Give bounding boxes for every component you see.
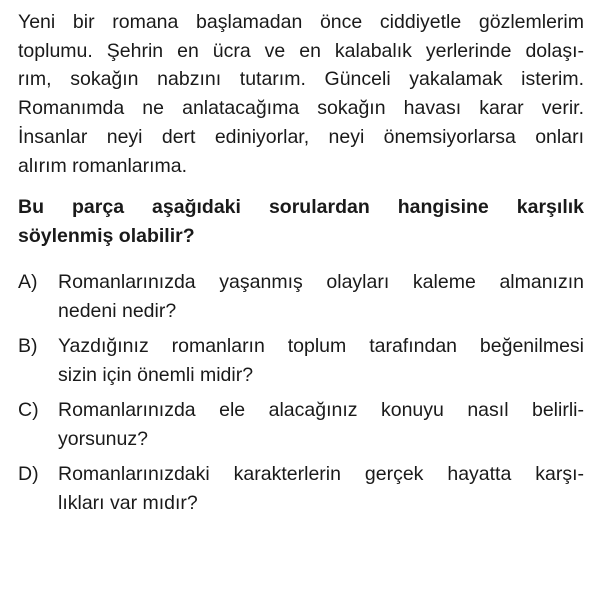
passage-line: alırım romanlarıma. bbox=[18, 154, 188, 177]
option-text-line: sizin için önemli midir? bbox=[58, 363, 254, 386]
question-line: söylenmiş olabilir? bbox=[18, 224, 195, 247]
option-a[interactable] bbox=[18, 268, 584, 325]
option-text-line: Romanlarınızdaki karakterlerin gerçek hayatta karşı- bbox=[58, 463, 584, 486]
passage-line: İnsanlar neyi dert ediniyorlar, neyi önemsiyorlarsa onları bbox=[18, 125, 584, 148]
question-line: Bu parça aşağıdaki sorulardan hangisine karşılık bbox=[18, 196, 584, 219]
option-d[interactable] bbox=[18, 460, 584, 517]
option-text-line: lıkları var mıdır? bbox=[58, 491, 198, 514]
option-text-line: yorsunuz? bbox=[58, 427, 148, 450]
option-text-line: nedeni nedir? bbox=[58, 299, 177, 322]
question-page bbox=[18, 8, 584, 524]
reading-passage bbox=[18, 8, 584, 180]
option-text-line: Yazdığınız romanların toplum tarafından beğenilmesi bbox=[58, 335, 584, 358]
passage-line: rım, sokağın nabzını tutarım. Günceli yakalamak isterim. bbox=[18, 68, 584, 91]
question-stem bbox=[18, 193, 584, 250]
option-b[interactable] bbox=[18, 332, 584, 389]
passage-line: toplumu. Şehrin en ücra ve en kalabalık yerlerinde dolaşı- bbox=[18, 39, 584, 62]
option-text-line: Romanlarınızda yaşanmış olayları kaleme almanızın bbox=[58, 271, 584, 294]
option-letter: C) bbox=[18, 399, 39, 422]
option-c[interactable] bbox=[18, 396, 584, 453]
answer-options bbox=[18, 268, 584, 517]
option-letter: A) bbox=[18, 271, 38, 294]
passage-line: Yeni bir romana başlamadan önce ciddiyetle gözlemlerim bbox=[18, 11, 584, 33]
option-letter: D) bbox=[18, 463, 39, 486]
option-letter: B) bbox=[18, 335, 38, 358]
option-text-line: Romanlarınızda ele alacağınız konuyu nasıl belirli- bbox=[58, 399, 584, 422]
passage-line: Romanımda ne anlatacağıma sokağın havası karar verir. bbox=[18, 97, 584, 120]
